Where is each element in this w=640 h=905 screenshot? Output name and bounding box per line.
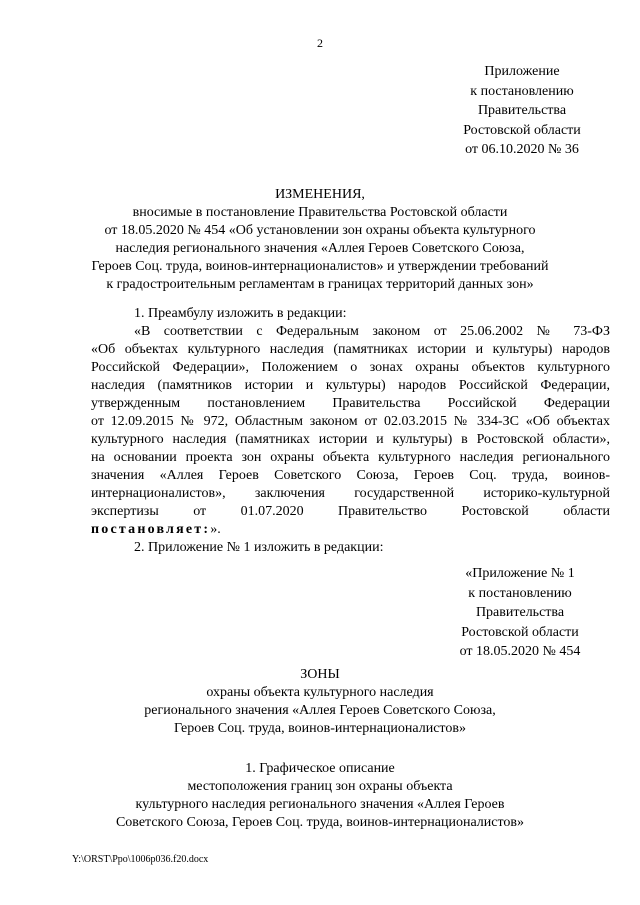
section-1-title	[80, 760, 560, 832]
document-title	[80, 186, 560, 294]
appendix-inner	[450, 564, 590, 662]
preamble-line: «В соответствии с Федеральным законом от 25.06.2002 № 73-ФЗ	[134, 324, 610, 339]
file-path-footer: Y:\ORST\Ppo\1006p036.f20.docx	[72, 854, 209, 865]
section-line: 1. Графическое описание	[245, 761, 395, 776]
appendix-line: от 18.05.2020 № 454	[459, 644, 581, 659]
zones-title	[80, 666, 560, 738]
preamble-line: культурного наследия (памятниках истории и культуры) в Ростовской области»,	[91, 432, 610, 447]
title-line: наследия регионального значения «Аллея Героев Советского Союза,	[115, 241, 525, 256]
zones-line: Героев Соц. труда, воинов-интернационалистов»	[174, 721, 466, 736]
paragraph-1-lead: 1. Преамбулу изложить в редакции:	[134, 306, 347, 321]
preamble-line: наследия (памятников истории и культуры) народов Российской Федерации,	[91, 378, 610, 393]
title-line: к градостроительным регламентам в границах территорий данных зон»	[106, 277, 534, 292]
paragraph-2: 2. Приложение № 1 изложить в редакции:	[134, 540, 384, 555]
preamble-line: на основании проекта зон охраны объекта культурного наследия регионального	[91, 450, 610, 465]
title-line: вносимые в постановление Правительства Ростовской области	[132, 205, 508, 220]
section-line: культурного наследия регионального значения «Аллея Героев	[135, 797, 505, 812]
appendix-header	[452, 62, 592, 160]
appendix-line: Ростовской области	[463, 122, 581, 138]
zones-heading: ЗОНЫ	[300, 667, 340, 682]
appendix-line: «Приложение № 1	[465, 566, 575, 581]
preamble-line: экспертизы от 01.07.2020 Правительство Ростовской области	[91, 504, 610, 519]
preamble-line: от 12.09.2015 № 972, Областным законом от 02.03.2015 № 334-ЗС «Об объектах	[91, 414, 610, 429]
title-line: от 18.05.2020 № 454 «Об установлении зон охраны объекта культурного	[104, 223, 536, 238]
appendix-line: к постановлению	[468, 585, 572, 601]
preamble-closing	[91, 521, 610, 539]
appendix-line: Правительства	[477, 103, 567, 118]
appendix-line: Ростовской области	[461, 624, 579, 640]
closing-quote: ».	[210, 522, 221, 537]
preamble-text	[91, 323, 610, 539]
title-line: Героев Соц. труда, воинов-интернационалистов» и утверждении требований	[91, 259, 549, 274]
preamble-line: интернационалистов», заключения государственной историко-культурной	[91, 486, 610, 501]
preamble-line: «Об объектах культурного наследия (памятниках истории и культуры) народов	[91, 342, 610, 357]
resolves-word: постановляет:	[91, 522, 211, 537]
preamble-line: Российской Федерации», Положением о зонах охраны объектов культурного	[91, 360, 610, 375]
section-line: местоположения границ зон охраны объекта	[187, 779, 453, 794]
appendix-line: Приложение	[484, 64, 560, 79]
appendix-line: Правительства	[475, 605, 565, 620]
title-heading: ИЗМЕНЕНИЯ,	[275, 187, 365, 202]
appendix-line: от 06.10.2020 № 36	[465, 142, 579, 157]
preamble-line: значения «Аллея Героев Советского Союза, Героев Соц. труда, воинов-	[91, 468, 610, 483]
paragraph-1	[91, 305, 610, 557]
preamble-line: утвержденным постановлением Правительства Российской Федерации	[91, 396, 610, 411]
appendix-line: к постановлению	[470, 83, 574, 99]
zones-line: регионального значения «Аллея Героев Советского Союза,	[144, 703, 496, 718]
section-line: Советского Союза, Героев Соц. труда, воинов-интернационалистов»	[115, 815, 525, 830]
page-number: 2	[317, 36, 323, 50]
zones-line: охраны объекта культурного наследия	[206, 685, 434, 700]
